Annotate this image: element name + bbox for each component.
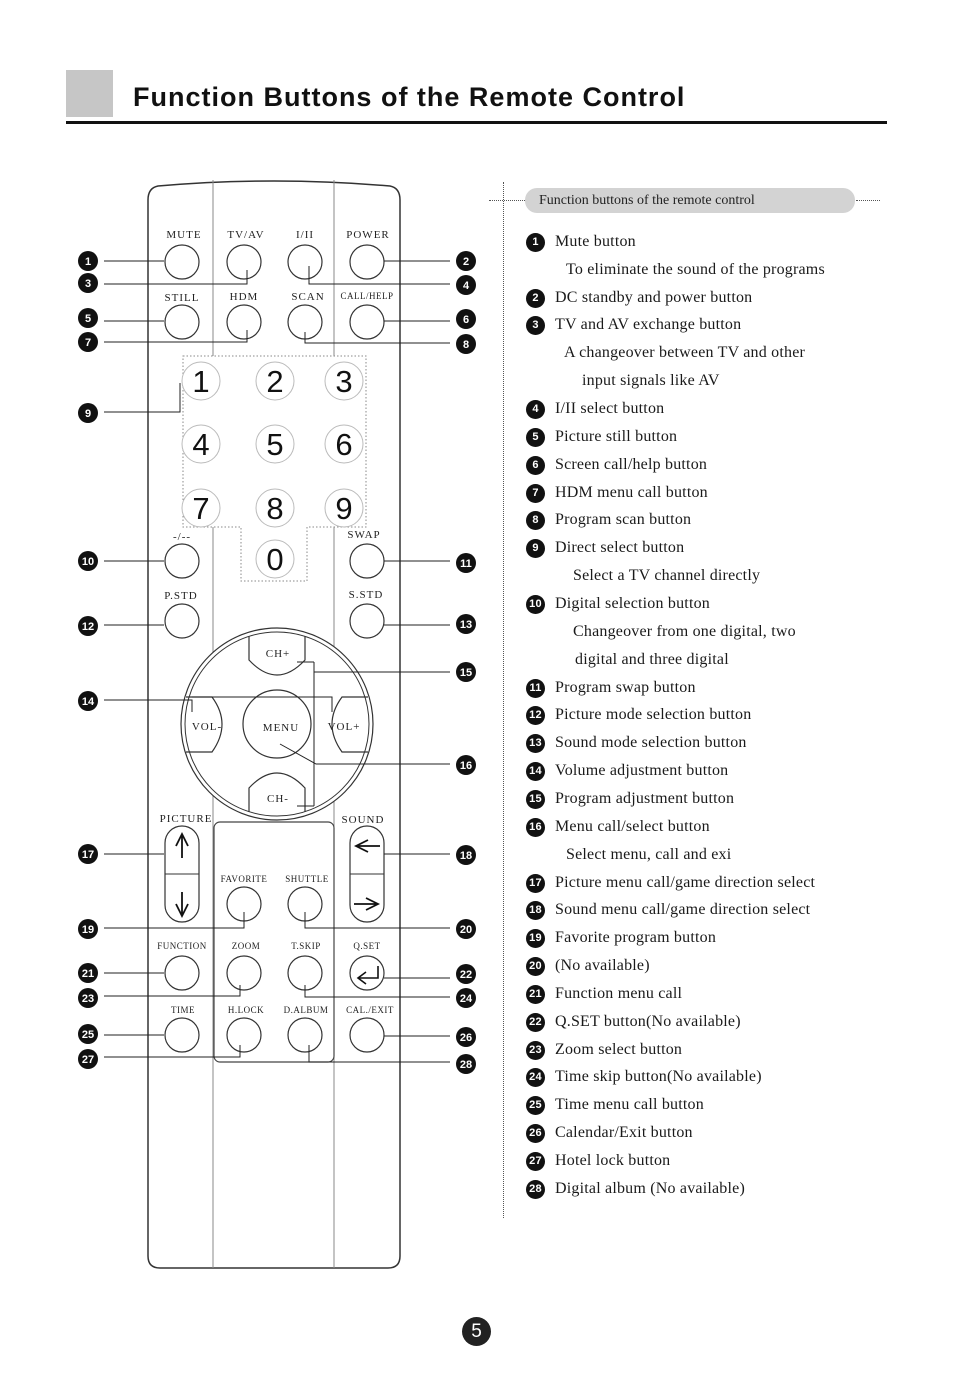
item-text: Picture mode selection button (555, 706, 752, 724)
callout-2-number: 2 (462, 256, 470, 268)
item-text: DC standby and power button (555, 289, 753, 307)
still-label: STILL (164, 292, 200, 304)
digit-5-label: 5 (266, 427, 284, 462)
function-label: FUNCTION (157, 941, 207, 951)
digit-2-label: 2 (266, 364, 284, 399)
list-item (526, 428, 677, 447)
callout-13-number: 13 (459, 619, 473, 631)
vol-minus-label: VOL- (191, 721, 223, 733)
t-skip-label: T.SKIP (291, 941, 321, 951)
page-number: 5 (462, 1317, 491, 1346)
list-item (526, 539, 684, 558)
item-number-badge: 5 (526, 428, 545, 447)
callout-1-number: 1 (84, 256, 92, 268)
item-text: Menu call/select button (555, 818, 710, 836)
digit-3-label: 3 (335, 364, 353, 399)
callout-25-number: 25 (81, 1029, 95, 1041)
list-item (526, 734, 747, 753)
p-std-label: P.STD (164, 590, 198, 602)
digit-0-label: 0 (266, 542, 284, 577)
item-number-badge: 2 (526, 289, 545, 308)
item-number-badge: 7 (526, 484, 545, 503)
mute-label: MUTE (166, 229, 202, 241)
item-text: I/II select button (555, 400, 665, 418)
q-set-label: Q.SET (353, 941, 381, 951)
digital-select-label: -/-- (172, 531, 192, 543)
item-number-badge: 24 (526, 1068, 545, 1087)
item-number-badge: 8 (526, 511, 545, 530)
list-item (526, 1041, 682, 1060)
callout-22-number: 22 (459, 969, 473, 981)
item-text: Direct select button (555, 539, 685, 557)
list-item (526, 400, 664, 419)
list-item (526, 1096, 704, 1115)
list-item (526, 1124, 693, 1143)
item-text: Time menu call button (555, 1096, 704, 1114)
vol-plus-label: VOL+ (327, 721, 361, 733)
item-text: Calendar/Exit button (555, 1124, 693, 1142)
item-text: Program adjustment button (555, 790, 735, 808)
callout-8-number: 8 (462, 339, 470, 351)
callout-18-number: 18 (459, 850, 473, 862)
divider-dotted-right (856, 200, 880, 201)
list-item (526, 762, 728, 781)
callout-14-number: 14 (81, 696, 95, 708)
sound-label: SOUND (341, 814, 385, 826)
zoom-label: ZOOM (231, 941, 261, 951)
scan-label: SCAN (291, 291, 325, 303)
item-text: Sound mode selection button (555, 734, 747, 752)
item-number-badge: 21 (526, 985, 545, 1004)
item-text: Hotel lock button (555, 1152, 671, 1170)
menu-label: MENU (262, 722, 300, 734)
power-label: POWER (346, 229, 390, 241)
item-number-badge: 22 (526, 1013, 545, 1032)
list-item (526, 595, 710, 614)
item-number-badge: 17 (526, 874, 545, 893)
item-number-badge: 28 (526, 1180, 545, 1199)
item-number-badge: 12 (526, 706, 545, 725)
s-std-label: S.STD (348, 589, 384, 601)
callout-9-number: 9 (84, 408, 92, 420)
item-number-badge: 23 (526, 1041, 545, 1060)
list-item (526, 957, 650, 976)
callout-17-number: 17 (81, 849, 95, 861)
item-number-badge: 15 (526, 790, 545, 809)
page-title: Function Buttons of the Remote Control (133, 82, 686, 112)
item-subtext: Select a TV channel directly (573, 567, 761, 584)
item-text: Time skip button(No available) (555, 1068, 762, 1086)
callout-28-number: 28 (459, 1059, 473, 1071)
digit-9-label: 9 (335, 491, 353, 526)
item-number-badge: 3 (526, 316, 545, 335)
picture-label: PICTURE (159, 813, 213, 825)
callout-16-number: 16 (459, 760, 473, 772)
item-number-badge: 4 (526, 400, 545, 419)
swap-label: SWAP (347, 529, 381, 541)
callout-11-number: 11 (460, 558, 472, 570)
item-text: Digital album (No available) (555, 1180, 745, 1198)
item-number-badge: 20 (526, 957, 545, 976)
list-item (526, 456, 707, 475)
call-help-label: CALL/HELP (340, 291, 394, 301)
item-subtext: digital and three digital (575, 651, 729, 668)
item-subtext: Select menu, call and exi (566, 846, 732, 863)
item-number-badge: 14 (526, 762, 545, 781)
item-text: Picture still button (555, 428, 678, 446)
callout-21-number: 21 (81, 968, 95, 980)
shuttle-label: SHUTTLE (285, 874, 329, 884)
list-item (526, 901, 810, 920)
panel-title: Function buttons of the remote control (525, 188, 855, 213)
list-item (526, 818, 710, 837)
item-subtext: Changeover from one digital, two (573, 623, 796, 640)
hdm-label: HDM (229, 291, 259, 303)
callout-12-number: 12 (81, 621, 95, 633)
callout-23-number: 23 (81, 993, 95, 1005)
item-text: Zoom select button (555, 1041, 683, 1059)
list-item (526, 874, 815, 893)
item-number-badge: 11 (526, 679, 545, 698)
item-subtext: A changeover between TV and other (564, 344, 806, 361)
item-number-badge: 18 (526, 901, 545, 920)
list-item (526, 679, 696, 698)
digit-1-label: 1 (192, 364, 210, 399)
callout-3-number: 3 (84, 278, 92, 290)
list-item (526, 233, 636, 252)
item-number-badge: 27 (526, 1152, 545, 1171)
list-item (526, 289, 752, 308)
callout-20-number: 20 (459, 924, 473, 936)
item-text: (No available) (555, 957, 650, 975)
time-label: TIME (171, 1005, 195, 1015)
item-text: TV and AV exchange button (555, 316, 742, 334)
item-text: Mute button (555, 233, 636, 251)
ch-minus-label: CH- (267, 793, 289, 805)
list-item (526, 511, 691, 530)
item-text: Function menu call (555, 985, 683, 1003)
list-item (526, 929, 716, 948)
digit-8-label: 8 (266, 491, 284, 526)
list-item (526, 1013, 741, 1032)
favorite-label: FAVORITE (220, 874, 268, 884)
item-number-badge: 16 (526, 818, 545, 837)
item-text: Sound menu call/game direction select (555, 901, 811, 919)
cal-exit-label: CAL./EXIT (346, 1005, 394, 1015)
callout-24-number: 24 (459, 993, 473, 1005)
callout-26-number: 26 (459, 1032, 473, 1044)
callout-15-number: 15 (459, 667, 473, 679)
list-item (526, 1152, 670, 1171)
list-item (526, 1180, 745, 1199)
d-album-label: D.ALBUM (283, 1005, 329, 1015)
digit-6-label: 6 (335, 427, 353, 462)
item-number-badge: 19 (526, 929, 545, 948)
callout-27-number: 27 (81, 1054, 95, 1066)
digit-4-label: 4 (192, 427, 210, 462)
digit-7-label: 7 (192, 491, 210, 526)
ch-plus-label: CH+ (265, 648, 291, 660)
item-number-badge: 1 (526, 233, 545, 252)
callout-19-number: 19 (81, 924, 95, 936)
callout-6-number: 6 (462, 314, 470, 326)
item-text: Digital selection button (555, 595, 710, 613)
item-number-badge: 26 (526, 1124, 545, 1143)
list-item (526, 484, 708, 503)
item-number-badge: 13 (526, 734, 545, 753)
list-item (526, 316, 741, 335)
item-subtext: To eliminate the sound of the programs (566, 261, 825, 278)
list-item (526, 790, 734, 809)
item-text: Volume adjustment button (555, 762, 729, 780)
item-text: Screen call/help button (555, 456, 708, 474)
item-text: Program scan button (555, 511, 692, 529)
list-item (526, 1068, 762, 1087)
i-ii-label: I/II (295, 229, 315, 241)
item-subtext: input signals like AV (582, 372, 720, 389)
h-lock-label: H.LOCK (227, 1005, 265, 1015)
list-item (526, 985, 682, 1004)
item-text: Q.SET button(No available) (555, 1013, 741, 1031)
callout-10-number: 10 (81, 556, 95, 568)
item-text: Picture menu call/game direction select (555, 874, 816, 892)
item-number-badge: 25 (526, 1096, 545, 1115)
item-text: Favorite program button (555, 929, 717, 947)
item-number-badge: 9 (526, 539, 545, 558)
callout-7-number: 7 (84, 337, 92, 349)
divider-dotted (503, 182, 504, 1218)
item-number-badge: 10 (526, 595, 545, 614)
list-item (526, 706, 751, 725)
divider-dotted-left (489, 200, 525, 201)
item-number-badge: 6 (526, 456, 545, 475)
item-text: HDM menu call button (555, 484, 708, 502)
item-text: Program swap button (555, 679, 696, 697)
tv-av-label: TV/AV (227, 229, 265, 241)
callout-4-number: 4 (462, 280, 470, 292)
callout-5-number: 5 (84, 313, 92, 325)
